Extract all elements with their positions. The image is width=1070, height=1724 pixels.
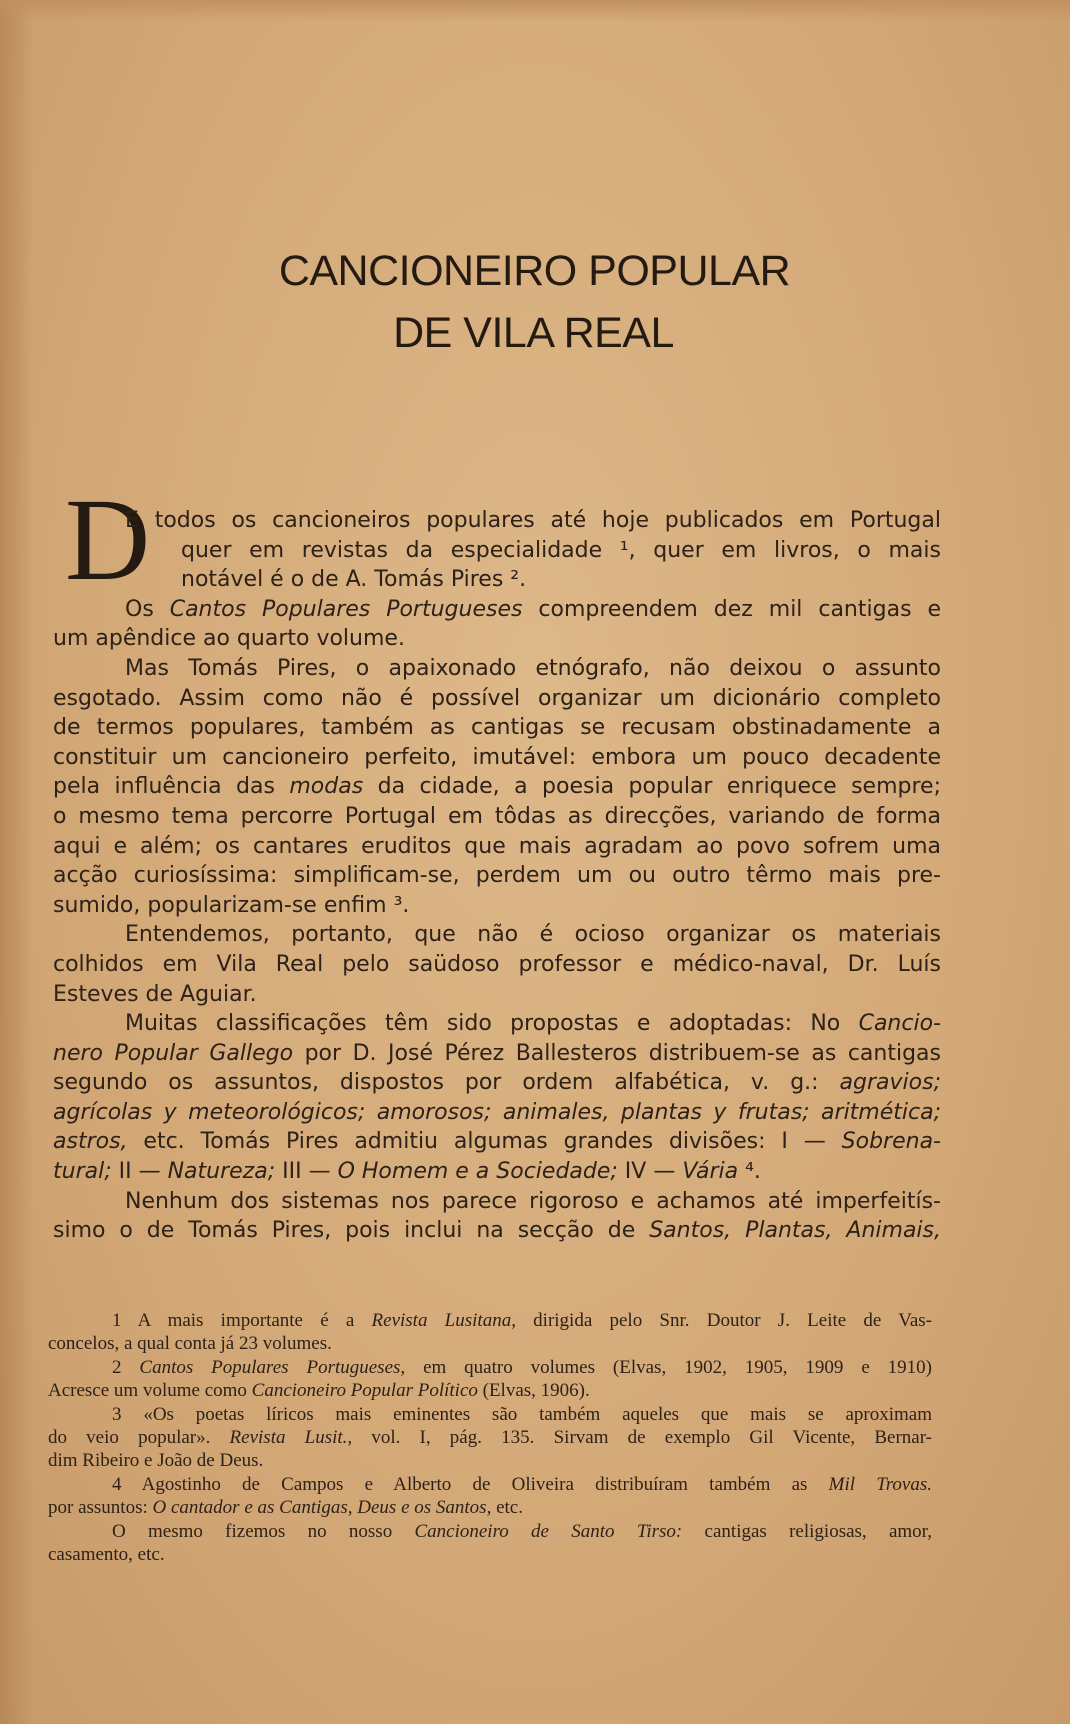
- footnote-line: casamento, etc.: [48, 1543, 165, 1565]
- text-line: pela influência das modas da cidade, a poesia popular enriquece sempre;: [53, 774, 941, 800]
- page-title: CANCIONEIRO POPULAR: [278, 247, 791, 295]
- text-line: acção curiosíssima: simplificam-se, perdem um ou outro têrmo mais pre-: [53, 863, 941, 889]
- text-line: astros, etc. Tomás Pires admitiu algumas grandes divisões: I — Sobrena-: [53, 1129, 941, 1155]
- text-line: nero Popular Gallego por D. José Pérez Ballesteros distribuem-se as cantigas: [53, 1040, 941, 1066]
- text-line: o mesmo tema percorre Portugal em tôdas as direcções, variando de forma: [53, 803, 941, 829]
- footnote-line: Acresce um volume como Cancioneiro Popular Político (Elvas, 1906).: [48, 1380, 590, 1402]
- text-line: sumido, popularizam-se enfim ³.: [53, 892, 410, 918]
- text-line: constituir um cancioneiro perfeito, imutável: embora um pouco decadente: [53, 744, 941, 770]
- text-line: Nenhum dos sistemas nos parece rigoroso e achamos até imperfeitís-: [125, 1188, 941, 1214]
- text-line: um apêndice ao quarto volume.: [53, 626, 405, 652]
- text-line: Os Cantos Populares Portugueses compreendem dez mil cantigas e: [125, 596, 941, 622]
- text-line: segundo os assuntos, dispostos por ordem alfabética, v. g.: agravios;: [53, 1070, 941, 1096]
- text-line: colhidos em Vila Real pelo saüdoso professor e médico-naval, Dr. Luís: [53, 951, 941, 977]
- text-line: simo o de Tomás Pires, pois inclui na secção de Santos, Plantas, Animais,: [53, 1218, 941, 1244]
- text-line: Entendemos, portanto, que não é ocioso organizar os materiais: [125, 922, 941, 948]
- text-line: Mas Tomás Pires, o apaixonado etnógrafo, não deixou o assunto: [125, 655, 941, 681]
- body-text: [53, 506, 941, 1246]
- text-line: Esteves de Aguiar.: [53, 981, 257, 1007]
- footnote-line: 4 Agostinho de Campos e Alberto de Oliveira distribuíram também as Mil Trovas.: [112, 1473, 933, 1495]
- footnote-line: 2 Cantos Populares Portugueses, em quatro volumes (Elvas, 1902, 1905, 1909 e 1910): [112, 1356, 932, 1378]
- footnote-line: dim Ribeiro e João de Deus.: [48, 1450, 264, 1472]
- text-line: aqui e além; os cantares eruditos que mais agradam ao povo sofrem uma: [53, 833, 941, 859]
- text-line: esgotado. Assim como não é possível organizar um dicionário completo: [53, 685, 941, 711]
- footnote-line: por assuntos: O cantador e as Cantigas, Deus e os Santos, etc.: [48, 1497, 523, 1519]
- text-line: E todos os cancioneiros populares até hoje publicados em Portugal: [125, 508, 941, 533]
- footnotes: [48, 1309, 932, 1566]
- footnote-line: 1 A mais importante é a Revista Lusitana, dirigida pelo Snr. Doutor J. Leite de Vas-: [112, 1310, 933, 1331]
- text-line: Muitas classificações têm sido propostas e adoptadas: No Cancio-: [125, 1011, 941, 1037]
- page-subtitle: DE VILA REAL: [393, 309, 674, 357]
- drop-cap: D: [65, 474, 151, 605]
- footnote-line: concelos, a qual conta já 23 volumes.: [48, 1333, 332, 1355]
- footnote-line: O mesmo fizemos no nosso Cancioneiro de Santo Tirso: cantigas religiosas, amor,: [112, 1520, 932, 1542]
- text-line: notável é o de A. Tomás Pires ².: [181, 567, 527, 593]
- text-line: tural; II — Natureza; III — O Homem e a Sociedade; IV — Vária ⁴.: [53, 1159, 761, 1185]
- footnote-line: do veio popular». Revista Lusit., vol. I, pág. 135. Sirvam de exemplo Gil Vicente, Bernar-: [48, 1426, 932, 1448]
- text-line: quer em revistas da especialidade ¹, quer em livros, o mais: [181, 537, 941, 563]
- text-line: agrícolas y meteorológicos; amorosos; animales, plantas y frutas; aritmética;: [53, 1099, 941, 1125]
- text-line: de termos populares, também as cantigas se recusam obstinadamente a: [53, 715, 941, 741]
- footnote-line: 3 «Os poetas líricos mais eminentes são também aqueles que mais se aproximam: [112, 1403, 932, 1425]
